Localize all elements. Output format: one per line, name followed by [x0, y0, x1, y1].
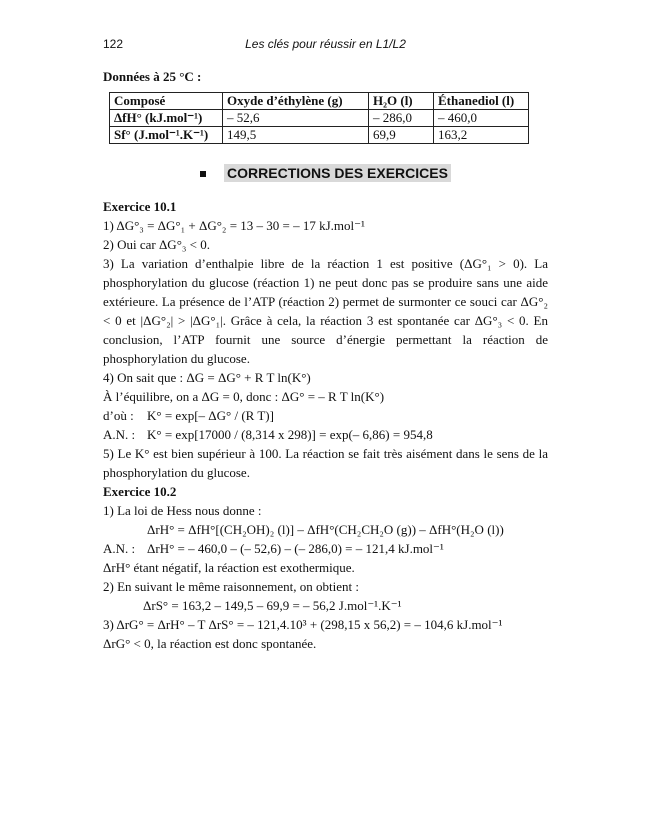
square-bullet-icon: [200, 171, 206, 177]
formula-line: [103, 539, 548, 558]
table-row-label: Sf° (J.mol⁻¹.K⁻¹): [110, 127, 223, 144]
answer-paragraph: 3) La variation d’enthalpie libre de la réaction 1 est positive (ΔG°₁ > 0). La phosphorylation du glucose (réaction 1) ne peut donc pas se produire sans une aide extérieure. La présence de l’ATP (réaction 2) permet de surmonter ce souci car ΔG°₂ < 0 et |ΔG°₂| > |ΔG°₁|. Grâce à cela, la réaction 3 est spontanée car ΔG°₃ < 0. En conclusion, l’ATP fournit une source d’énergie permettant la réaction de phosphorylation du glucose.: [103, 256, 548, 366]
table-cell: 163,2: [434, 127, 529, 144]
table-row: [110, 127, 529, 144]
answer-line: 2) En suivant le même raisonnement, on obtient :: [103, 579, 359, 594]
table-cell: 149,5: [223, 127, 369, 144]
table-header-cell: Oxyde d’éthylène (g): [223, 93, 369, 110]
table-cell: 69,9: [369, 127, 434, 144]
table-cell: – 286,0: [369, 110, 434, 127]
answer-paragraph: 5) Le K° est bien supérieur à 100. La réaction se fait très aisément dans le sens de la phosphorylation du glucose.: [103, 446, 548, 480]
answer-line: ΔrH° étant négatif, la réaction est exothermique.: [103, 560, 355, 575]
data-title: Données à 25 °C :: [103, 69, 202, 84]
table-row-label: ΔfH° (kJ.mol⁻¹): [110, 110, 223, 127]
formula-label: A.N. :: [103, 541, 136, 556]
table-header-cell: Composé: [110, 93, 223, 110]
section-heading: [103, 164, 548, 183]
formula-text: K° = exp[17000 / (8,314 x 298)] = exp(– 6,86) = 954,8: [147, 427, 433, 442]
page-number: 122: [103, 37, 124, 51]
answer-line: À l’équilibre, on a ΔG = 0, donc : ΔG° = – R T ln(K°): [103, 389, 385, 404]
formula-line: [103, 425, 548, 444]
formula-label: A.N. :: [103, 427, 136, 442]
formula-line: ΔrH° = ΔfH°[(CH₂OH)₂ (l)] – ΔfH°(CH₂CH₂O (g)) – ΔfH°(H₂O (l)): [147, 522, 504, 537]
exercise-title: Exercice 10.1: [103, 199, 177, 214]
answer-line: 4) On sait que : ΔG = ΔG° + R T ln(K°): [103, 370, 311, 385]
exercise-title: Exercice 10.2: [103, 484, 177, 499]
thermo-data-table: [109, 92, 529, 144]
formula-text: ΔrH° = – 460,0 – (– 52,6) – (– 286,0) = – 121,4 kJ.mol⁻¹: [147, 541, 444, 556]
table-cell: – 460,0: [434, 110, 529, 127]
formula-label: d’où :: [103, 408, 134, 423]
formula-line: [103, 406, 548, 425]
answer-line: 2) Oui car ΔG°₃ < 0.: [103, 237, 211, 252]
formula-line: ΔrS° = 163,2 – 149,5 – 69,9 = – 56,2 J.mol⁻¹.K⁻¹: [143, 598, 402, 613]
table-row: [110, 110, 529, 127]
table-header-row: [110, 93, 529, 110]
table-header-cell: H₂O (l): [369, 93, 434, 110]
formula-text: K° = exp[– ΔG° / (R T)]: [147, 408, 274, 423]
running-title: Les clés pour réussir en L1/L2: [245, 37, 406, 51]
answer-line: 1) La loi de Hess nous donne :: [103, 503, 262, 518]
answer-line: ΔrG° < 0, la réaction est donc spontanée.: [103, 636, 317, 651]
section-title: CORRECTIONS DES EXERCICES: [224, 164, 451, 182]
table-header-cell: Éthanediol (l): [434, 93, 529, 110]
answer-line: 3) ΔrG° = ΔrH° – T ΔrS° = – 121,4.10³ + (298,15 x 56,2) = – 104,6 kJ.mol⁻¹: [103, 617, 503, 632]
page-header: [103, 37, 548, 57]
table-cell: – 52,6: [223, 110, 369, 127]
page-body: [103, 67, 548, 653]
answer-line: 1) ΔG°₃ = ΔG°₁ + ΔG°₂ = 13 – 30 = – 17 kJ.mol⁻¹: [103, 218, 365, 233]
